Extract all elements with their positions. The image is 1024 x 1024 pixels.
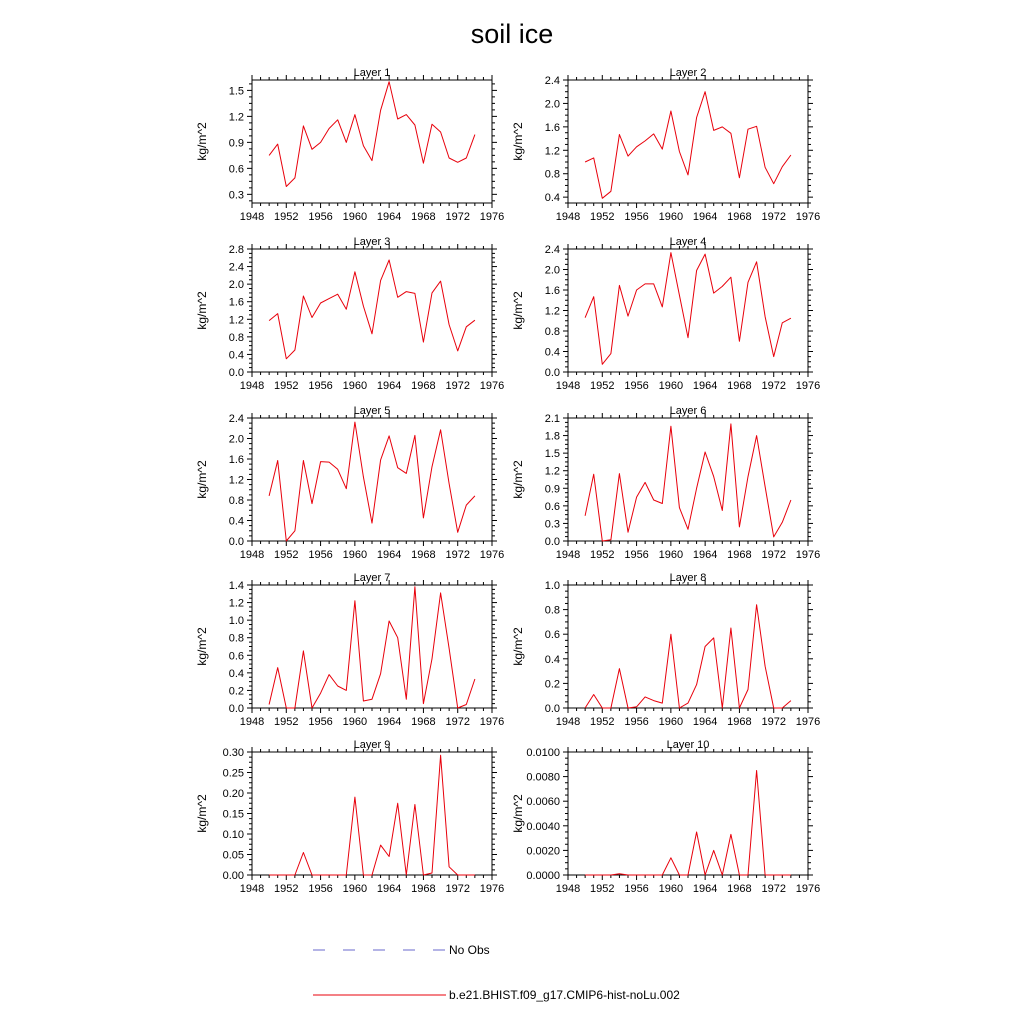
layer-4-xtick-label: 1968	[727, 380, 752, 392]
layer-4-xtick-label: 1948	[555, 380, 581, 392]
layer-5-xtick-label: 1952	[274, 549, 299, 561]
layer-10-ytick-label: 0.0060	[526, 796, 560, 809]
layer-2-ytick-label: 2.4	[544, 75, 560, 87]
layer-1-xtick-label: 1948	[239, 211, 265, 223]
layer-7-xtick-label: 1960	[342, 716, 368, 728]
layer-4-xtick-label: 1956	[624, 380, 649, 392]
layer-4-ytick-label: 2.0	[544, 264, 560, 277]
layer-1-ylabel: kg/m^2	[195, 122, 209, 161]
layer-5-xtick-label: 1968	[411, 549, 436, 561]
layer-5-title: Layer 5	[353, 405, 391, 417]
layer-7-xtick-label: 1948	[239, 716, 265, 728]
layer-6-ylabel: kg/m^2	[511, 460, 525, 499]
layer-10-ytick-label: 0.0000	[526, 870, 560, 882]
layer-4-ytick-label: 0.4	[544, 346, 560, 359]
layer-3-xtick-label: 1952	[274, 380, 299, 392]
layer-7-ytick-label: 0.4	[228, 667, 244, 680]
layer-10-series-line	[585, 771, 791, 876]
layer-2-series-line	[585, 92, 791, 199]
layer-5-xtick-label: 1960	[342, 549, 368, 561]
layer-6-xtick-label: 1956	[624, 549, 649, 561]
layer-3-ytick-label: 0.4	[228, 349, 244, 362]
layer-6-ytick-label: 0.9	[544, 483, 560, 496]
layer-2-ytick-label: 1.6	[544, 121, 560, 134]
layer-1-xtick-label: 1960	[342, 211, 368, 223]
layer-8-xtick-label: 1968	[727, 716, 752, 728]
layer-8-xtick-label: 1956	[624, 716, 649, 728]
layer-3-ytick-label: 2.8	[228, 244, 244, 256]
layer-6-ytick-label: 0.0	[544, 536, 560, 548]
layer-10-ylabel: kg/m^2	[511, 794, 525, 833]
layer-2-ytick-label: 1.2	[544, 145, 560, 158]
layer-7-ytick-label: 0.6	[228, 650, 244, 663]
layer-1-series-line	[269, 82, 475, 187]
layer-5-ylabel: kg/m^2	[195, 460, 209, 499]
layer-5-series-line	[269, 422, 475, 541]
layer-1-ytick-label: 0.6	[228, 163, 244, 176]
layer-4-title: Layer 4	[669, 236, 707, 248]
layer-10-xtick-label: 1976	[795, 883, 821, 895]
layer-2-xtick-label: 1976	[795, 211, 821, 223]
layer-7-panel	[195, 572, 504, 728]
layer-7-frame	[252, 585, 492, 708]
layer-3-xtick-label: 1968	[411, 380, 436, 392]
layer-10-xtick-label: 1964	[692, 883, 718, 895]
layer-6-frame	[568, 418, 808, 541]
layer-5-ytick-label: 0.8	[228, 495, 244, 507]
layer-7-xtick-label: 1952	[274, 716, 299, 728]
layer-9-xtick-label: 1956	[308, 883, 333, 895]
layer-3-ytick-label: 0.0	[228, 367, 244, 379]
layer-4-ytick-label: 0.8	[544, 326, 560, 338]
layer-3-panel	[195, 236, 504, 392]
layer-6-ytick-label: 1.8	[544, 430, 560, 443]
layer-6-ytick-label: 1.5	[544, 448, 560, 461]
layer-9-series-line	[269, 755, 475, 875]
layer-10-ytick-label: 0.0080	[526, 771, 560, 784]
layer-9-ytick-label: 0.10	[222, 829, 244, 841]
layer-3-series-line	[269, 260, 475, 359]
layer-3-xtick-label: 1972	[445, 380, 470, 392]
layer-7-xtick-label: 1964	[376, 716, 402, 728]
layer-8-ylabel: kg/m^2	[511, 627, 525, 666]
layer-4-ytick-label: 2.4	[544, 244, 560, 256]
layer-8-xtick-label: 1976	[795, 716, 821, 728]
layer-1-xtick-label: 1972	[445, 211, 470, 223]
layer-4-ytick-label: 0.0	[544, 367, 560, 379]
layer-10-xtick-label: 1956	[624, 883, 649, 895]
layer-6-ytick-label: 0.6	[544, 500, 560, 513]
layer-7-ytick-label: 0.0	[228, 703, 244, 715]
layer-2-xtick-label: 1956	[624, 211, 649, 223]
layer-7-xtick-label: 1968	[411, 716, 436, 728]
layer-3-xtick-label: 1976	[479, 380, 505, 392]
layer-9-ylabel: kg/m^2	[195, 794, 209, 833]
layer-9-ytick-label: 0.00	[222, 870, 244, 882]
layer-1-ytick-label: 1.5	[228, 85, 244, 98]
layer-4-frame	[568, 249, 808, 372]
layer-3-ytick-label: 2.0	[228, 279, 244, 292]
layer-1-xtick-label: 1964	[376, 211, 402, 223]
layer-3-ytick-label: 1.6	[228, 296, 244, 309]
layer-8-ytick-label: 0.8	[544, 604, 560, 617]
layer-4-xtick-label: 1964	[692, 380, 718, 392]
layer-4-xtick-label: 1960	[658, 380, 684, 392]
layer-3-ylabel: kg/m^2	[195, 291, 209, 330]
layer-6-series-line	[585, 424, 791, 541]
layer-5-ytick-label: 2.4	[228, 413, 244, 425]
layer-6-xtick-label: 1964	[692, 549, 718, 561]
layer-9-xtick-label: 1968	[411, 883, 436, 895]
layer-5-ytick-label: 0.4	[228, 515, 244, 528]
layer-5-ytick-label: 1.2	[228, 474, 244, 487]
layer-7-title: Layer 7	[353, 572, 391, 584]
layer-4-ytick-label: 1.6	[544, 285, 560, 297]
layer-9-ytick-label: 0.30	[222, 747, 244, 759]
layer-10-ytick-label: 0.0020	[526, 845, 560, 858]
layer-2-xtick-label: 1972	[761, 211, 786, 223]
layer-10-title: Layer 10	[666, 739, 710, 751]
layer-9-title: Layer 9	[353, 739, 391, 751]
layer-5-xtick-label: 1976	[479, 549, 505, 561]
layer-8-xtick-label: 1952	[590, 716, 615, 728]
layer-1-xtick-label: 1956	[308, 211, 333, 223]
panel-grid	[195, 67, 820, 895]
layer-6-ytick-label: 0.3	[544, 518, 560, 531]
layer-2-panel	[511, 67, 820, 223]
layer-8-xtick-label: 1948	[555, 716, 581, 728]
layer-4-ytick-label: 1.2	[544, 305, 560, 318]
legend-label-model: b.e21.BHIST.f09_g17.CMIP6-hist-noLu.002	[449, 988, 680, 1002]
layer-9-ytick-label: 0.25	[222, 767, 244, 780]
layer-2-ytick-label: 2.0	[544, 98, 560, 111]
layer-3-title: Layer 3	[353, 236, 391, 248]
layer-10-xtick-label: 1952	[590, 883, 615, 895]
layer-4-xtick-label: 1976	[795, 380, 821, 392]
layer-5-xtick-label: 1964	[376, 549, 402, 561]
layer-7-ytick-label: 1.4	[228, 580, 244, 592]
figure-legend	[313, 943, 680, 1002]
layer-8-panel	[511, 572, 820, 728]
layer-6-xtick-label: 1972	[761, 549, 786, 561]
layer-1-title: Layer 1	[353, 67, 391, 79]
layer-8-series-line	[585, 605, 791, 708]
layer-4-xtick-label: 1952	[590, 380, 615, 392]
layer-5-xtick-label: 1972	[445, 549, 470, 561]
layer-7-series-line	[269, 587, 475, 708]
layer-6-panel	[511, 405, 820, 561]
layer-1-panel	[195, 67, 504, 223]
layer-5-ytick-label: 0.0	[228, 536, 244, 548]
layer-6-xtick-label: 1976	[795, 549, 821, 561]
layer-3-ytick-label: 0.8	[228, 331, 244, 344]
layer-4-series-line	[585, 253, 791, 365]
layer-9-ytick-label: 0.20	[222, 788, 244, 800]
figure-title: soil ice	[470, 19, 554, 49]
layer-7-ylabel: kg/m^2	[195, 627, 209, 666]
layer-2-frame	[568, 80, 808, 203]
legend-label-no-obs: No Obs	[449, 943, 490, 957]
layer-1-ytick-label: 0.3	[228, 189, 244, 202]
layer-2-xtick-label: 1968	[727, 211, 752, 223]
layer-2-title: Layer 2	[669, 67, 707, 79]
layer-3-xtick-label: 1948	[239, 380, 265, 392]
layer-8-xtick-label: 1960	[658, 716, 684, 728]
layer-5-ytick-label: 2.0	[228, 433, 244, 446]
layer-3-xtick-label: 1960	[342, 380, 368, 392]
layer-2-ylabel: kg/m^2	[511, 122, 525, 161]
layer-6-xtick-label: 1960	[658, 549, 684, 561]
layer-10-xtick-label: 1972	[761, 883, 786, 895]
layer-5-xtick-label: 1956	[308, 549, 333, 561]
layer-9-frame	[252, 752, 492, 875]
layer-7-xtick-label: 1972	[445, 716, 470, 728]
layer-6-xtick-label: 1968	[727, 549, 752, 561]
layer-3-frame	[252, 249, 492, 372]
layer-4-xtick-label: 1972	[761, 380, 786, 392]
layer-1-ytick-label: 0.9	[228, 137, 244, 150]
layer-9-xtick-label: 1948	[239, 883, 265, 895]
layer-3-ytick-label: 1.2	[228, 314, 244, 327]
layer-8-ytick-label: 1.0	[544, 580, 560, 592]
layer-8-xtick-label: 1972	[761, 716, 786, 728]
layer-8-ytick-label: 0.0	[544, 703, 560, 715]
layer-2-xtick-label: 1952	[590, 211, 615, 223]
layer-6-title: Layer 6	[669, 405, 707, 417]
layer-8-title: Layer 8	[669, 572, 707, 584]
layer-8-ytick-label: 0.2	[544, 678, 560, 691]
layer-1-xtick-label: 1952	[274, 211, 299, 223]
layer-9-panel	[195, 739, 504, 895]
layer-3-xtick-label: 1964	[376, 380, 402, 392]
layer-10-xtick-label: 1948	[555, 883, 581, 895]
layer-6-ytick-label: 1.2	[544, 465, 560, 478]
layer-2-ytick-label: 0.8	[544, 168, 560, 181]
layer-7-ytick-label: 1.0	[228, 615, 244, 628]
layer-9-xtick-label: 1952	[274, 883, 299, 895]
layer-7-xtick-label: 1976	[479, 716, 505, 728]
layer-9-xtick-label: 1972	[445, 883, 470, 895]
layer-2-ytick-label: 0.4	[544, 192, 560, 205]
layer-7-ytick-label: 1.2	[228, 597, 244, 610]
layer-10-panel	[511, 739, 820, 895]
layer-2-xtick-label: 1960	[658, 211, 684, 223]
layer-10-frame	[568, 752, 808, 875]
layer-6-ytick-label: 2.1	[544, 413, 560, 425]
layer-9-ytick-label: 0.05	[222, 849, 244, 862]
layer-5-ytick-label: 1.6	[228, 454, 244, 466]
layer-10-xtick-label: 1960	[658, 883, 684, 895]
layer-8-ytick-label: 0.6	[544, 629, 560, 642]
layer-9-ytick-label: 0.15	[222, 808, 244, 821]
layer-1-xtick-label: 1968	[411, 211, 436, 223]
layer-3-ytick-label: 2.4	[228, 261, 244, 274]
layer-8-ytick-label: 0.4	[544, 653, 560, 666]
layer-10-ytick-label: 0.0040	[526, 820, 560, 833]
layer-4-panel	[511, 236, 820, 392]
layer-2-xtick-label: 1948	[555, 211, 581, 223]
layer-5-xtick-label: 1948	[239, 549, 265, 561]
layer-9-xtick-label: 1964	[376, 883, 402, 895]
layer-9-xtick-label: 1976	[479, 883, 505, 895]
layer-2-xtick-label: 1964	[692, 211, 718, 223]
layer-4-ylabel: kg/m^2	[511, 291, 525, 330]
layer-1-ytick-label: 1.2	[228, 111, 244, 124]
layer-1-xtick-label: 1976	[479, 211, 505, 223]
layer-8-frame	[568, 585, 808, 708]
layer-7-xtick-label: 1956	[308, 716, 333, 728]
layer-6-xtick-label: 1948	[555, 549, 581, 561]
layer-9-xtick-label: 1960	[342, 883, 368, 895]
layer-7-ytick-label: 0.8	[228, 632, 244, 645]
layer-3-xtick-label: 1956	[308, 380, 333, 392]
layer-8-xtick-label: 1964	[692, 716, 718, 728]
layer-5-panel	[195, 405, 504, 561]
layer-6-xtick-label: 1952	[590, 549, 615, 561]
layer-7-ytick-label: 0.2	[228, 685, 244, 698]
layer-10-ytick-label: 0.0100	[526, 747, 560, 759]
layer-10-xtick-label: 1968	[727, 883, 752, 895]
